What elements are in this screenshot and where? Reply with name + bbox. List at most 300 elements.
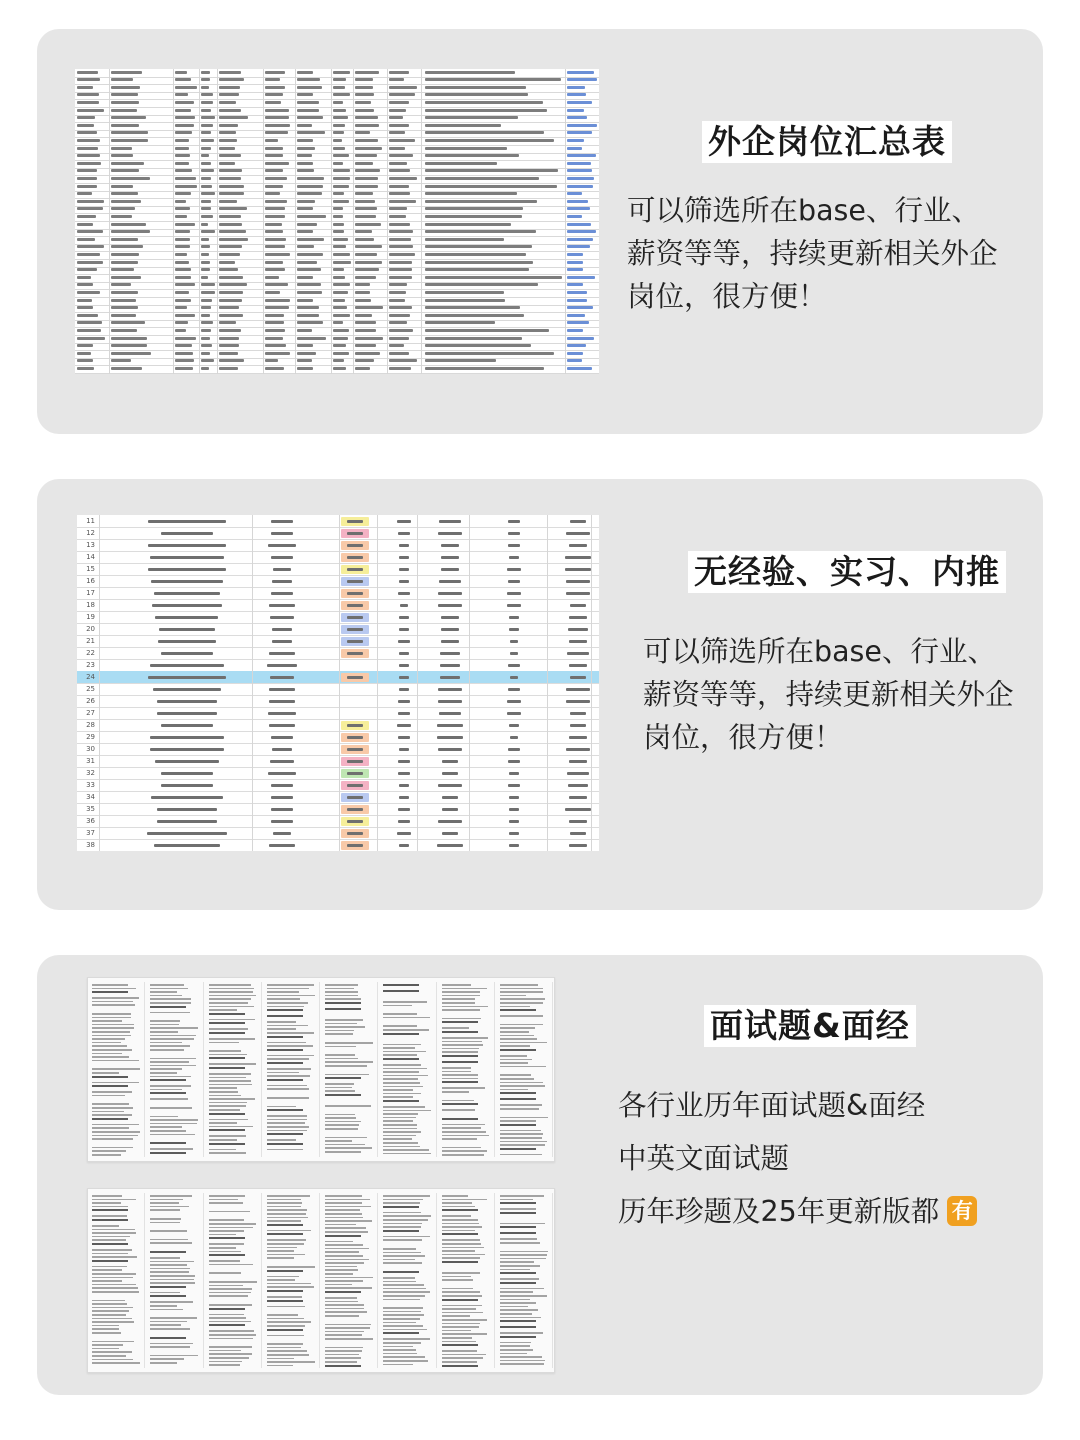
- cell-text: [150, 748, 224, 751]
- cell-text: [111, 306, 138, 309]
- text-line: [442, 1341, 477, 1343]
- text-line: [500, 1059, 532, 1061]
- document-page: [148, 1193, 203, 1368]
- text-line: [92, 1307, 133, 1309]
- cell-text: [333, 344, 346, 347]
- cell-text: [297, 329, 312, 332]
- text-line: [150, 1049, 184, 1051]
- row-number: 18: [86, 601, 95, 609]
- cell-text: [219, 337, 239, 340]
- cell-text: [347, 832, 363, 835]
- cell-text: [219, 329, 241, 332]
- cell-text: [77, 291, 100, 294]
- cell-text: [333, 367, 346, 370]
- cell-text: [389, 131, 405, 134]
- text-line: [442, 1037, 489, 1039]
- text-line: [209, 1042, 240, 1044]
- cell-text: [333, 162, 343, 165]
- text-line: [92, 1256, 137, 1258]
- text-line: [442, 1261, 478, 1263]
- cell-text: [111, 230, 150, 233]
- text-line: [267, 1276, 299, 1278]
- cell-text: [347, 532, 363, 535]
- text-line: [150, 1123, 196, 1125]
- cell-text: [425, 306, 520, 309]
- text-line: [383, 1223, 421, 1225]
- cell-text: [161, 724, 212, 727]
- cell-text: [111, 337, 147, 340]
- cell-text: [297, 306, 319, 309]
- text-line: [442, 1044, 484, 1046]
- cell-text: [425, 131, 544, 134]
- text-line: [500, 1251, 548, 1253]
- document-page: [323, 982, 378, 1157]
- text-line: [267, 1354, 309, 1356]
- cell-text: [569, 664, 586, 667]
- cell-text: [271, 796, 293, 799]
- cell-text: [567, 78, 597, 81]
- cell-text: [508, 532, 520, 535]
- cell-text: [175, 124, 194, 127]
- cell-text: [175, 185, 197, 188]
- text-line: [442, 998, 476, 1000]
- cell-text: [111, 223, 146, 226]
- cell-text: [219, 314, 243, 317]
- cell-text: [265, 78, 280, 81]
- cell-text: [355, 101, 371, 104]
- cell-text: [425, 276, 562, 279]
- text-line: [209, 1211, 250, 1213]
- text-line: [442, 991, 480, 993]
- text-line: [500, 1104, 542, 1106]
- cell-text: [567, 329, 583, 332]
- cell-text: [333, 109, 346, 112]
- text-line: [267, 1329, 303, 1331]
- cell-text: [265, 93, 283, 96]
- column-divider: [252, 515, 253, 851]
- text-line: [209, 988, 255, 990]
- text-line: [150, 1098, 188, 1100]
- text-line: [92, 1114, 132, 1116]
- cell-text: [333, 245, 346, 248]
- cell-text: [201, 147, 211, 150]
- cell-text: [219, 253, 240, 256]
- cell-text: [570, 832, 587, 835]
- text-line: [150, 1292, 180, 1294]
- cell-text: [77, 329, 101, 332]
- cell-text: [201, 93, 213, 96]
- text-line: [267, 1009, 303, 1011]
- text-line: [209, 1122, 237, 1124]
- text-line: [267, 1006, 305, 1008]
- cell-text: [355, 329, 376, 332]
- cell-text: [425, 93, 528, 96]
- cell-text: [111, 169, 139, 172]
- text-line: [92, 1318, 132, 1320]
- cell-text: [267, 664, 296, 667]
- text-line: [209, 1324, 245, 1326]
- column-divider: [591, 515, 592, 851]
- text-line: [500, 1074, 531, 1076]
- cell-text: [508, 520, 520, 523]
- cell-text: [219, 139, 237, 142]
- text-line: [325, 1058, 358, 1060]
- column-divider: [387, 69, 388, 374]
- text-line: [383, 1100, 419, 1102]
- text-line: [500, 1345, 531, 1347]
- text-line: [500, 1006, 531, 1008]
- cell-text: [111, 177, 150, 180]
- cell-text: [150, 736, 223, 739]
- text-line: [209, 1013, 245, 1015]
- cell-text: [567, 116, 587, 119]
- text-line: [150, 1324, 181, 1326]
- text-line: [267, 1119, 308, 1121]
- cell-text: [567, 147, 582, 150]
- cell-text: [297, 71, 313, 74]
- cell-text: [148, 676, 225, 679]
- cell-text: [77, 261, 103, 264]
- cell-text: [201, 306, 211, 309]
- text-line: [442, 1365, 478, 1367]
- text-line: [209, 1195, 246, 1197]
- text-line: [442, 1344, 478, 1346]
- cell-text: [150, 664, 225, 667]
- text-line: [267, 1224, 303, 1226]
- column-divider: [173, 69, 174, 374]
- cell-text: [399, 544, 409, 547]
- text-line: [150, 1358, 184, 1360]
- cell-text: [151, 796, 223, 799]
- cell-text: [442, 796, 459, 799]
- text-line: [325, 1361, 357, 1363]
- cell-text: [111, 139, 148, 142]
- text-line: [150, 995, 182, 997]
- text-line: [500, 1295, 547, 1297]
- text-line: [325, 1277, 373, 1279]
- column-divider: [295, 69, 296, 374]
- text-line: [442, 1048, 479, 1050]
- cell-text: [569, 544, 588, 547]
- text-line: [325, 1114, 355, 1116]
- text-line: [325, 1357, 361, 1359]
- description-text: 历年珍题及25年更新版都: [618, 1195, 940, 1228]
- text-line: [500, 1117, 548, 1119]
- text-line: [325, 1128, 358, 1130]
- cell-text: [201, 299, 212, 302]
- cell-text: [155, 760, 218, 763]
- cell-text: [77, 337, 105, 340]
- text-line: [325, 1030, 354, 1032]
- cell-text: [508, 784, 520, 787]
- cell-text: [567, 261, 583, 264]
- text-line: [383, 1295, 425, 1297]
- text-line: [500, 1306, 528, 1308]
- text-line: [325, 1209, 360, 1211]
- cell-text: [355, 238, 374, 241]
- text-line: [209, 1119, 248, 1121]
- text-line: [383, 1064, 420, 1066]
- cell-text: [509, 724, 519, 727]
- cell-text: [508, 748, 521, 751]
- cell-text: [201, 200, 211, 203]
- text-line: [500, 1120, 536, 1122]
- text-line: [267, 991, 299, 993]
- cell-text: [355, 245, 382, 248]
- text-line: [383, 1029, 429, 1031]
- cell-text: [265, 283, 288, 286]
- cell-text: [333, 253, 350, 256]
- text-line: [500, 1141, 547, 1143]
- cell-text: [439, 580, 462, 583]
- cell-text: [201, 359, 214, 362]
- row-number: 13: [86, 541, 95, 549]
- column-divider: [565, 69, 566, 374]
- description-line: 岗位，很方便！: [643, 721, 843, 754]
- text-line: [500, 1269, 531, 1271]
- cell-text: [442, 772, 458, 775]
- cell-text: [355, 268, 379, 271]
- text-line: [325, 988, 354, 990]
- document-page: [207, 982, 262, 1157]
- cell-text: [219, 154, 241, 157]
- text-line: [325, 1251, 359, 1253]
- text-line: [267, 1290, 303, 1292]
- text-line: [442, 1131, 487, 1133]
- row-number: 14: [86, 553, 95, 561]
- cell-text: [425, 321, 495, 324]
- cell-text: [154, 592, 220, 595]
- text-line: [267, 1122, 305, 1124]
- text-line: [92, 1024, 134, 1026]
- text-line: [500, 1027, 535, 1029]
- text-line: [442, 1109, 476, 1111]
- cell-text: [389, 154, 413, 157]
- cell-text: [397, 832, 410, 835]
- cell-text: [425, 78, 561, 81]
- text-line: [383, 1128, 417, 1130]
- cell-text: [77, 306, 93, 309]
- text-line: [150, 1068, 182, 1070]
- cell-text: [441, 544, 458, 547]
- text-line: [267, 984, 314, 986]
- text-line: [500, 1031, 529, 1033]
- cell-text: [265, 162, 289, 165]
- cell-text: [219, 185, 244, 188]
- cell-text: [333, 314, 350, 317]
- text-line: [383, 1113, 417, 1115]
- text-line: [267, 1015, 303, 1017]
- text-line: [150, 984, 184, 986]
- text-line: [92, 1049, 132, 1051]
- cell-text: [151, 580, 223, 583]
- description-line: [618, 1185, 977, 1238]
- column-divider: [99, 515, 100, 851]
- text-line: [500, 1055, 528, 1057]
- text-line: [500, 1208, 536, 1210]
- cell-text: [389, 306, 412, 309]
- cell-text: [567, 124, 597, 127]
- text-line: [209, 1321, 252, 1323]
- text-line: [150, 1257, 180, 1259]
- cell-text: [297, 344, 313, 347]
- cell-text: [269, 724, 295, 727]
- text-line: [383, 1153, 430, 1155]
- cell-text: [510, 652, 519, 655]
- text-line: [500, 1199, 533, 1201]
- cell-text: [77, 101, 99, 104]
- cell-text: [265, 245, 285, 248]
- cell-text: [355, 283, 370, 286]
- cell-text: [355, 116, 378, 119]
- row-number: 31: [86, 757, 95, 765]
- text-line: [500, 1015, 543, 1017]
- cell-text: [297, 109, 319, 112]
- cell-text: [355, 344, 376, 347]
- cell-text: [333, 329, 349, 332]
- cell-text: [399, 580, 409, 583]
- cell-text: [389, 200, 416, 203]
- text-line: [92, 1239, 126, 1241]
- cell-text: [77, 86, 93, 89]
- text-line: [500, 1195, 545, 1197]
- cell-text: [347, 724, 363, 727]
- text-line: [267, 1243, 304, 1245]
- text-line: [500, 1299, 531, 1301]
- cell-text: [219, 291, 243, 294]
- cell-text: [355, 185, 378, 188]
- cell-text: [509, 796, 518, 799]
- card-description: [643, 630, 1014, 759]
- cell-text: [347, 592, 363, 595]
- text-line: [92, 1260, 128, 1262]
- text-line: [209, 1077, 247, 1079]
- cell-text: [271, 736, 292, 739]
- cell-text: [510, 736, 519, 739]
- text-line: [500, 1356, 542, 1358]
- cell-text: [333, 101, 343, 104]
- text-line: [500, 1320, 536, 1322]
- cell-text: [201, 268, 210, 271]
- cell-text: [297, 207, 313, 210]
- text-line: [325, 1199, 370, 1201]
- cell-text: [77, 185, 97, 188]
- cell-text: [265, 200, 287, 203]
- row-number: 24: [86, 673, 95, 681]
- cell-text: [265, 230, 283, 233]
- cell-text: [567, 772, 589, 775]
- cell-text: [297, 268, 321, 271]
- text-line: [92, 1236, 130, 1238]
- card-no-experience: [37, 479, 1043, 910]
- cell-text: [437, 844, 462, 847]
- text-line: [383, 1044, 421, 1046]
- cell-text: [175, 154, 190, 157]
- cell-text: [175, 207, 190, 210]
- text-line: [209, 1295, 249, 1297]
- text-line: [500, 1078, 534, 1080]
- text-line: [325, 1008, 361, 1010]
- cell-text: [111, 283, 131, 286]
- cell-text: [265, 192, 280, 195]
- cell-text: [389, 86, 417, 89]
- cell-text: [389, 299, 405, 302]
- cell-text: [333, 352, 349, 355]
- text-line: [267, 1106, 296, 1108]
- text-line: [325, 1026, 365, 1028]
- text-line: [150, 1092, 186, 1094]
- cell-text: [510, 676, 519, 679]
- cell-text: [77, 299, 92, 302]
- text-line: [267, 1270, 303, 1272]
- cell-text: [441, 628, 458, 631]
- cell-text: [111, 86, 140, 89]
- cell-text: [219, 276, 243, 279]
- cell-text: [398, 700, 410, 703]
- cell-text: [567, 321, 589, 324]
- cell-text: [270, 616, 293, 619]
- text-line: [267, 1239, 306, 1241]
- text-line: [209, 1022, 245, 1024]
- text-line: [267, 1055, 315, 1057]
- text-line: [442, 1051, 478, 1053]
- cell-text: [438, 592, 461, 595]
- text-line: [325, 1301, 358, 1303]
- text-line: [92, 1068, 140, 1070]
- cell-text: [297, 352, 316, 355]
- text-line: [150, 1072, 177, 1074]
- cell-text: [201, 276, 208, 279]
- cell-text: [355, 177, 378, 180]
- text-line: [267, 1028, 296, 1030]
- text-line: [92, 1124, 139, 1126]
- cell-text: [297, 230, 313, 233]
- description-line: 薪资等等，持续更新相关外企: [643, 678, 1014, 711]
- text-line: [150, 1042, 181, 1044]
- text-line: [92, 1321, 134, 1323]
- cell-text: [438, 820, 463, 823]
- cell-text: [333, 299, 345, 302]
- text-line: [383, 1082, 420, 1084]
- text-line: [325, 1042, 373, 1044]
- text-line: [267, 1220, 301, 1222]
- text-line: [209, 1251, 242, 1253]
- text-line: [267, 1335, 304, 1337]
- cell-text: [77, 321, 102, 324]
- text-line: [442, 1118, 478, 1120]
- cell-text: [333, 283, 350, 286]
- cell-text: [271, 532, 293, 535]
- cell-text: [425, 299, 505, 302]
- text-line: [150, 1286, 186, 1288]
- cell-text: [265, 329, 285, 332]
- text-line: [325, 1077, 361, 1079]
- cell-text: [509, 808, 519, 811]
- cell-text: [333, 147, 345, 150]
- cell-text: [567, 192, 582, 195]
- cell-text: [567, 245, 590, 248]
- cell-text: [201, 207, 211, 210]
- text-line: [383, 984, 419, 986]
- cell-text: [333, 154, 349, 157]
- document-page: [440, 982, 495, 1157]
- cell-text: [567, 652, 589, 655]
- cell-text: [333, 268, 344, 271]
- text-line: [442, 1074, 478, 1076]
- cell-text: [355, 207, 377, 210]
- cell-text: [297, 86, 322, 89]
- cell-text: [347, 736, 363, 739]
